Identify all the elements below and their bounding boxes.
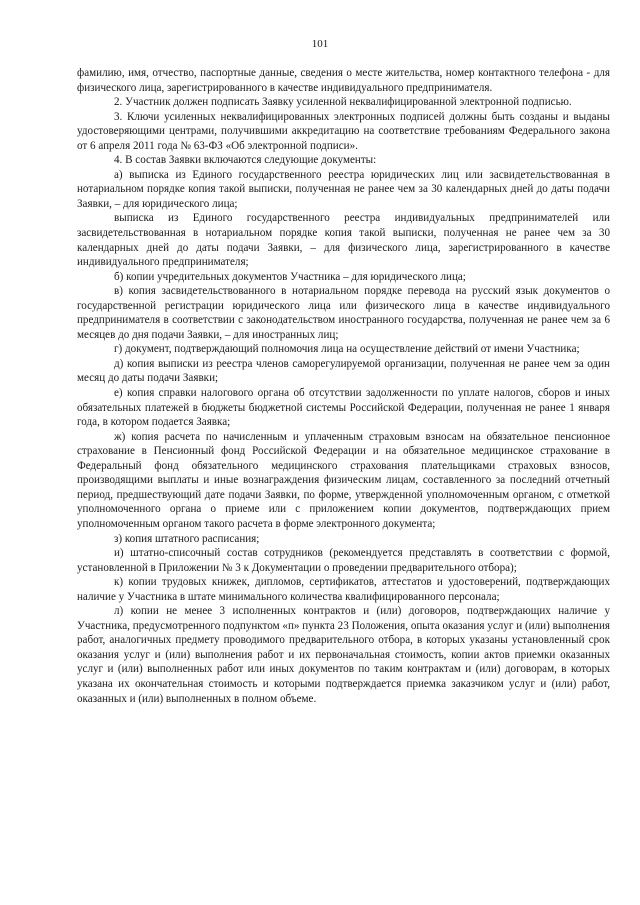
paragraph: к) копии трудовых книжек, дипломов, сертификатов, аттестатов и удостоверений, подтверждающих наличие у Участника в штате минимального количества квалифицированного персонала; <box>77 576 610 603</box>
paragraph: и) штатно-списочный состав сотрудников (рекомендуется представлять в соответствии с формой, установленной в Приложении № 3 к Документации о проведении предварительного отбора); <box>77 547 610 574</box>
paragraph: г) документ, подтверждающий полномочия лица на осуществление действий от имени Участника; <box>114 343 580 356</box>
paragraph: д) копия выписки из реестра членов саморегулируемой организации, полученная не ранее чем за один месяц до даты подачи Заявки; <box>77 357 610 385</box>
document-body <box>77 66 610 706</box>
paragraph: а) выписка из Единого государственного реестра юридических лиц или засвидетельствованная в нотариальном порядке копия такой выписки, полученная не ранее чем за 30 календарных дней до даты подачи Заявки, – для юридического лица; <box>77 168 610 210</box>
paragraph: е) копия справки налогового органа об отсутствии задолженности по уплате налогов, сборов и иных обязательных платежей в бюджеты бюджетной системы Российской Федерации, полученная не ранее 1 января года, в котором подается Заявка; <box>77 387 610 429</box>
paragraph: ж) копия расчета по начисленным и уплаченным страховым взносам на обязательное пенсионное страхование в Пенсионный фонд Российской Федерации и на обязательное медицинское страхование в Федеральный фонд обязательного медицинского страхования плательщиками страховых взносов, производящими выплаты и иные вознаграждения физическим лицам, составленного за последний отчетный период, предшествующий дате подачи Заявки, по форме, утвержденной уполномоченным органом, с отметкой уполномоченного органа о приеме или с приложением копии документов, подтверждающих прием уполномоченным органом такого расчета в форме электронного документа; <box>77 430 610 530</box>
paragraph: выписка из Единого государственного реестра индивидуальных предпринимателей или засвидетельствованная в нотариальном порядке копия такой выписки, полученная не ранее чем за 30 календарных дней до даты подачи Заявки, – для физического лица, зарегистрированного в качестве индивидуального предпринимателя; <box>77 212 610 269</box>
paragraph: 2. Участник должен подписать Заявку усиленной неквалифицированной электронной подписью. <box>114 96 572 109</box>
paragraph: б) копии учредительных документов Участника – для юридического лица; <box>114 270 466 283</box>
paragraph: 4. В состав Заявки включаются следующие документы: <box>114 154 377 167</box>
page-number: 101 <box>311 38 329 50</box>
paragraph: фамилию, имя, отчество, паспортные данные, сведения о месте жительства, номер контактного телефона - для физического лица, зарегистрированного в качестве индивидуального предпринимателя. <box>77 67 610 94</box>
paragraph: в) копия засвидетельствованного в нотариальном порядке перевода на русский язык документов о государственной регистрации юридического лица или физического лица в качестве индивидуального предпринимателя в соответствии с законодательством иностранного государства, полученная не ранее чем за 6 месяцев до дня подачи Заявки, – для иностранных лиц; <box>77 285 610 341</box>
paragraph: 3. Ключи усиленных неквалифицированных электронных подписей должны быть созданы и выданы удостоверяющими центрами, получившими аккредитацию на соответствие требованиям Федерального закона от 6 апреля 2011 года № 63-ФЗ «Об электронной подписи». <box>77 110 610 152</box>
paragraph: з) копия штатного расписания; <box>114 532 260 545</box>
paragraph: л) копии не менее 3 исполненных контрактов и (или) договоров, подтверждающих наличие у Участника, предусмотренного подпунктом «п» пункта 23 Положения, опыта оказания услуг и (или) выполнения работ, аналогичных предмету проводимого предварительного отбора, в которых указаны установленный срок оказания услуг и (или) выполнения работ и их первоначальная стоимость, копии актов приемки оказанных услуг и (или) выполненных работ или иных документов по таким контрактам и (или) договорам, в которых указана их окончательная стоимость и которыми подтверждается приемка заказчиком услуг и (или) работ, оказанных и (или) выполненных в полном объеме. <box>77 605 610 705</box>
